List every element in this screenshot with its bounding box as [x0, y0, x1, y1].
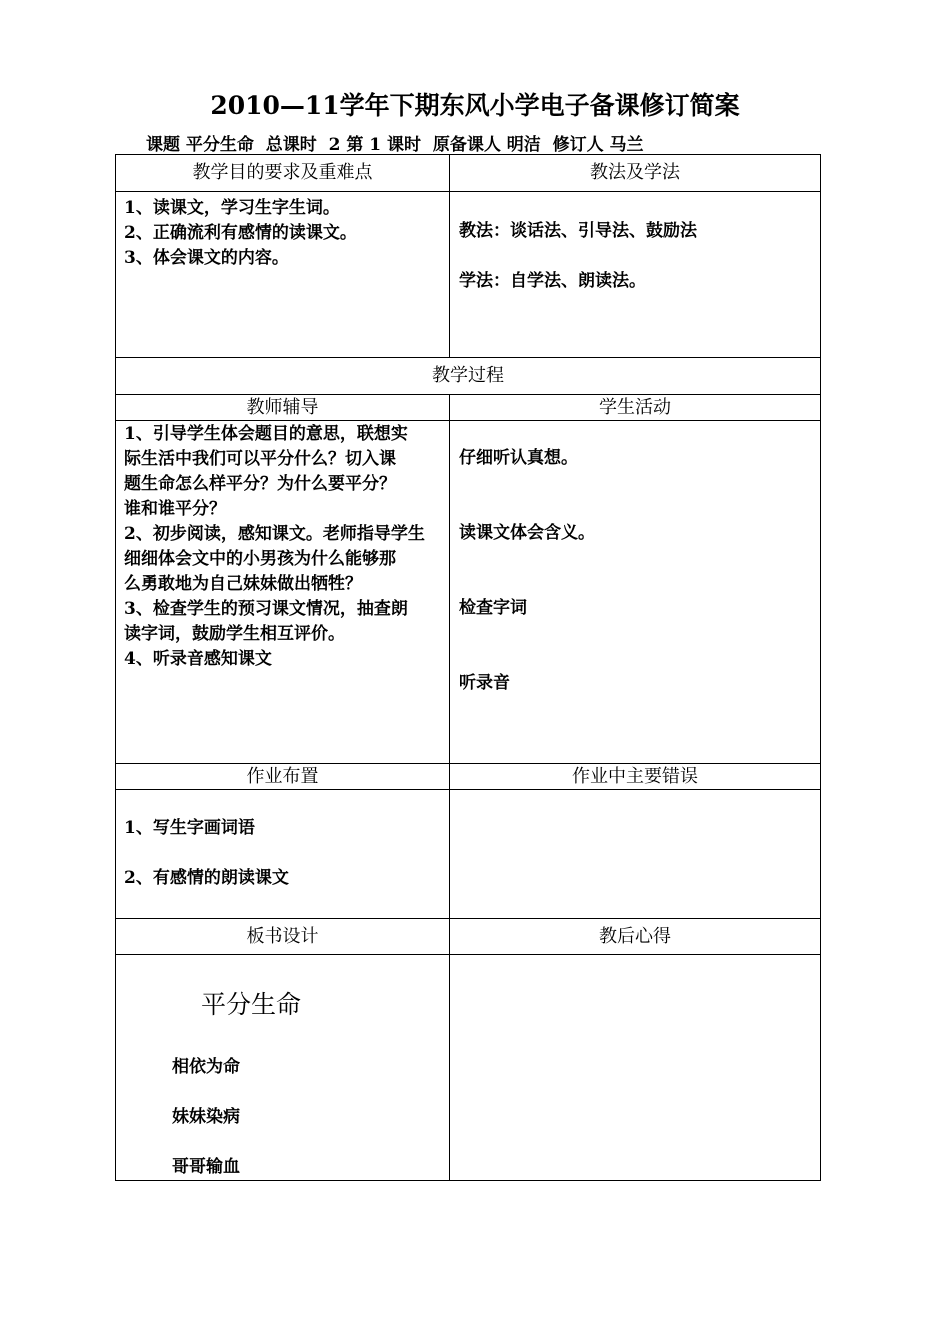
- teacher-header-cell: [115, 394, 450, 421]
- student-item: 听录音: [459, 673, 510, 693]
- teacher-header: 教师辅导: [246, 397, 319, 418]
- board-header: 板书设计: [246, 926, 319, 947]
- errors-header: 作业中主要错误: [572, 766, 698, 787]
- goal-item: 1、读课文，学习生字生词。: [124, 198, 340, 218]
- methods-cell: [449, 191, 821, 358]
- lesson-meta: 课题 平分生命 总课时 2 第 1 课时 原备课人 明洁 修订人 马兰: [146, 135, 644, 155]
- goals-header-cell: [115, 154, 450, 192]
- teacher-line: 3、检查学生的预习课文情况，抽查朗: [124, 599, 408, 619]
- reflection-header: 教后心得: [599, 926, 671, 947]
- goals-header: 教学目的要求及重难点: [192, 162, 373, 183]
- teacher-line: 1、引导学生体会题目的意思，联想实: [124, 424, 408, 444]
- teacher-line: 4、听录音感知课文: [124, 649, 272, 669]
- reflection-header-cell: [449, 918, 821, 955]
- teacher-line: 读字词，鼓励学生相互评价。: [124, 624, 345, 644]
- student-item: 检查字词: [459, 598, 527, 618]
- process-header: 教学过程: [432, 365, 504, 386]
- learning-method: 学法：自学法、朗读法。: [459, 271, 646, 291]
- errors-header-cell: [449, 763, 821, 790]
- homework-header: 作业布置: [246, 766, 319, 787]
- board-title: 平分生命: [201, 990, 302, 1019]
- process-header-cell: [115, 357, 821, 395]
- board-item: 妹妹染病: [172, 1107, 240, 1127]
- board-item: 哥哥输血: [172, 1157, 240, 1177]
- teacher-cell: [115, 420, 450, 764]
- reflection-cell: [449, 954, 821, 1181]
- methods-header: 教法及学法: [590, 162, 680, 183]
- teacher-line: 细细体会文中的小男孩为什么能够那: [124, 549, 396, 569]
- goal-item: 3、体会课文的内容。: [124, 248, 289, 268]
- student-header: 学生活动: [599, 397, 671, 418]
- board-cell: [115, 954, 450, 1181]
- teacher-line: 2、初步阅读，感知课文。老师指导学生: [124, 524, 425, 544]
- goals-cell: [115, 191, 450, 358]
- student-header-cell: [449, 394, 821, 421]
- homework-item: 1、写生字画词语: [124, 818, 255, 838]
- teacher-line: 么勇敢地为自己妹妹做出牺牲？: [124, 574, 362, 594]
- page-title: 2010—11学年下期东风小学电子备课修订简案: [210, 91, 740, 120]
- goal-item: 2、正确流利有感情的读课文。: [124, 223, 357, 243]
- teacher-line: 谁和谁平分？: [124, 499, 226, 519]
- methods-header-cell: [449, 154, 821, 192]
- teacher-line: 际生活中我们可以平分什么？切入课: [124, 449, 396, 469]
- homework-header-cell: [115, 763, 450, 790]
- board-item: 相依为命: [172, 1057, 240, 1077]
- teacher-line: 题生命怎么样平分？为什么要平分？: [124, 474, 396, 494]
- teaching-method: 教法：谈话法、引导法、鼓励法: [459, 221, 697, 241]
- student-item: 仔细听认真想。: [459, 448, 578, 468]
- errors-cell: [449, 789, 821, 919]
- student-cell: [449, 420, 821, 764]
- homework-cell: [115, 789, 450, 919]
- homework-item: 2、有感情的朗读课文: [124, 868, 289, 888]
- board-header-cell: [115, 918, 450, 955]
- student-item: 读课文体会含义。: [459, 523, 595, 543]
